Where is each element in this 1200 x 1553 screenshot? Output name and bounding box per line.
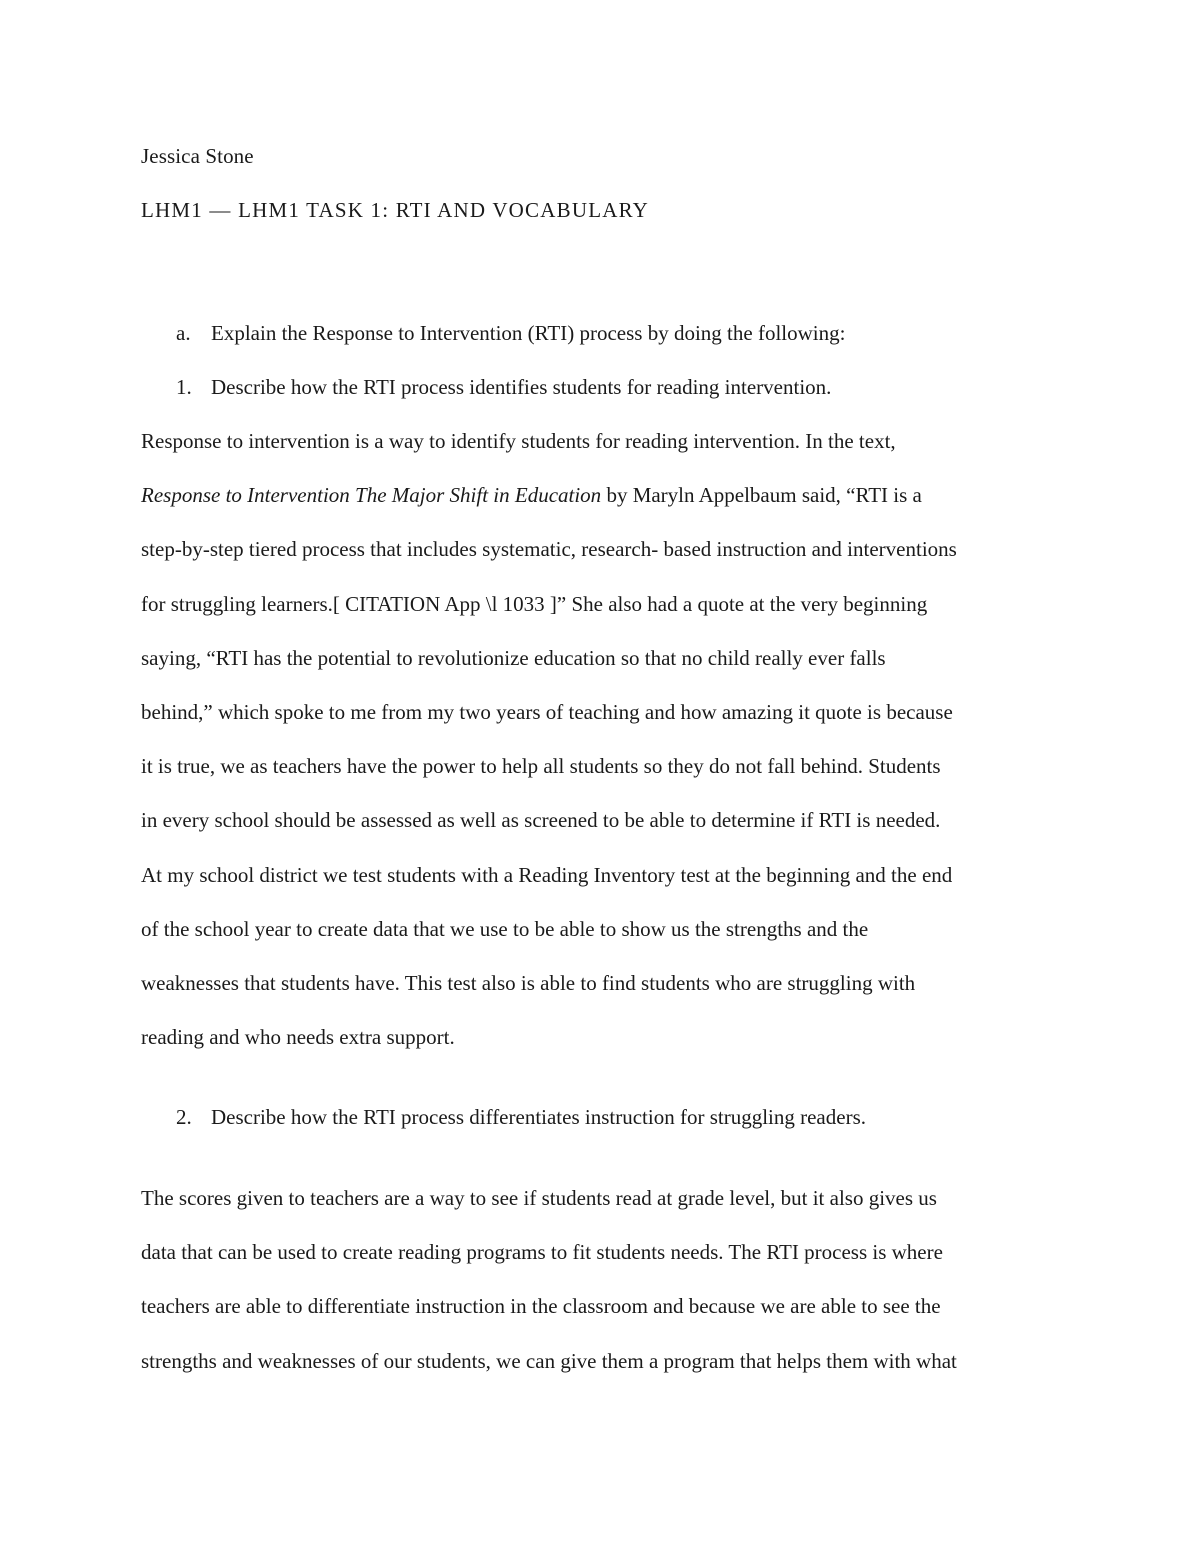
paragraph-line: Response to intervention is a way to identify students for reading intervention. In the text,	[141, 429, 896, 453]
list-marker: a.	[176, 321, 191, 345]
paragraph-line: The scores given to teachers are a way to see if students read at grade level, but it also gives us	[141, 1186, 937, 1210]
paragraph-line: reading and who needs extra support.	[141, 1025, 455, 1050]
list-item-a	[176, 319, 845, 347]
list-item-text: Explain the Response to Intervention (RTI) process by doing the following:	[211, 321, 846, 345]
list-marker: 2.	[176, 1105, 192, 1129]
course-title: LHM1 — LHM1 TASK 1: RTI AND VOCABULARY	[141, 198, 649, 222]
paragraph-line: teachers are able to differentiate instruction in the classroom and because we are able to see the	[141, 1294, 941, 1319]
paragraph-line: for struggling learners.[ CITATION App \l 1033 ]” She also had a quote at the very beginning	[141, 591, 928, 616]
paragraph-line: it is true, we as teachers have the power to help all students so they do not fall behind. Students	[141, 754, 941, 779]
list-item-2	[176, 1103, 866, 1131]
book-title: Response to Intervention The Major Shift in Education	[141, 483, 602, 508]
paragraph-line: behind,” which spoke to me from my two years of teaching and how amazing it quote is because	[141, 700, 953, 725]
paragraph-rti-differentiation	[141, 1171, 1061, 1388]
list-item-1	[176, 373, 831, 401]
paragraph-line: in every school should be assessed as well as screened to be able to determine if RTI is needed.	[141, 808, 941, 833]
paragraph-line: At my school district we test students with a Reading Inventory test at the beginning and the end	[141, 862, 953, 887]
list-item-text: Describe how the RTI process identifies students for reading intervention.	[211, 375, 832, 399]
paragraph-line	[141, 468, 1061, 522]
paragraph-line: data that can be used to create reading programs to fit students needs. The RTI process is where	[141, 1240, 943, 1265]
paragraph-line: of the school year to create data that we use to be able to show us the strengths and the	[141, 916, 869, 941]
author-name: Jessica Stone	[141, 144, 254, 168]
paragraph-line: strengths and weaknesses of our students, we can give them a program that helps them with what	[141, 1348, 957, 1373]
paragraph-text: by Maryln Appelbaum said, “RTI is a	[601, 483, 922, 508]
paragraph-line: saying, “RTI has the potential to revolutionize education so that no child really ever falls	[141, 645, 886, 670]
paragraph-line: step-by-step tiered process that includes systematic, research- based instruction and interventions	[141, 537, 957, 562]
paragraph-line: weaknesses that students have. This test also is able to find students who are struggling with	[141, 971, 916, 996]
paragraph-rti-identification	[141, 414, 1061, 1064]
list-item-text: Describe how the RTI process differentiates instruction for struggling readers.	[211, 1105, 866, 1129]
list-marker: 1.	[176, 375, 192, 399]
